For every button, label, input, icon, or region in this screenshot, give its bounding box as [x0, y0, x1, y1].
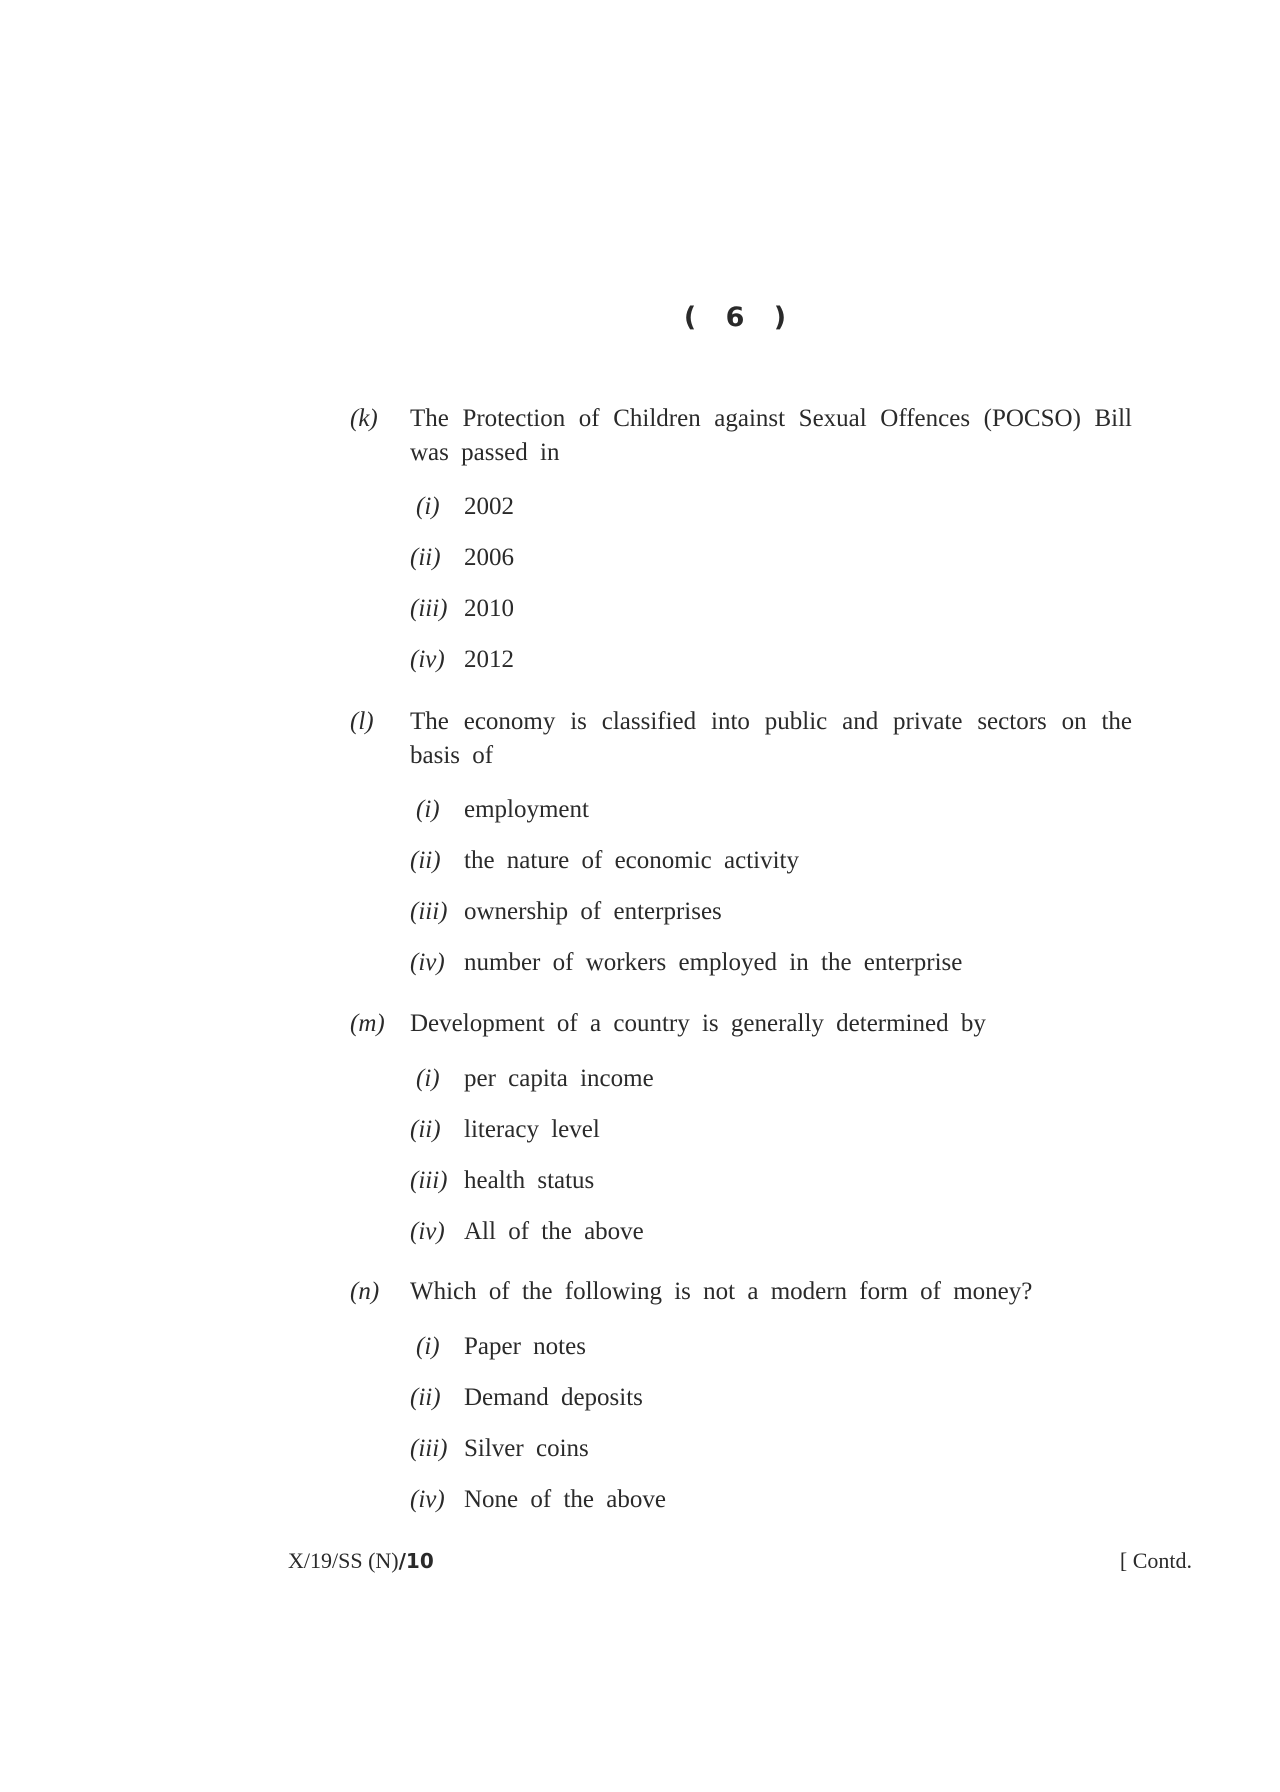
option-label: (iii): [410, 898, 448, 925]
option-label: (i): [416, 796, 440, 823]
question-k: [350, 402, 1132, 694]
option-label: (i): [416, 1065, 440, 1092]
option-item: [410, 844, 1132, 895]
option-text: employment: [464, 796, 589, 823]
options-list: [410, 1330, 1132, 1534]
option-item: [410, 1113, 1132, 1164]
option-item: [410, 946, 1132, 997]
option-text: health status: [464, 1167, 595, 1194]
option-label: (ii): [410, 1116, 441, 1143]
option-label: (iii): [410, 595, 448, 622]
question-l: [350, 705, 1132, 997]
continued-note: [ Contd.: [1119, 1548, 1192, 1573]
option-label: (iv): [410, 1218, 445, 1245]
question-label: (m): [350, 1010, 385, 1037]
paper-code: [288, 1548, 434, 1574]
option-label: (ii): [410, 544, 441, 571]
question-stem: Which of the following is not a modern form of money?: [410, 1278, 1033, 1305]
question-label: (n): [350, 1278, 380, 1305]
paper-code-prefix: X/19/SS (N): [288, 1548, 399, 1573]
option-text: 2002: [464, 493, 514, 520]
option-label: (ii): [410, 847, 441, 874]
option-label: (iii): [410, 1167, 448, 1194]
option-item: [410, 793, 1132, 844]
question-stem: The economy is classified into public and private sectors on the basis of: [410, 708, 1132, 769]
question-stem: The Protection of Children against Sexual Offences (POCSO) Bill was passed in: [410, 405, 1132, 466]
option-text: the nature of economic activity: [464, 847, 799, 874]
question-stem: Development of a country is generally determined by: [410, 1010, 986, 1037]
option-item: [410, 895, 1132, 946]
option-item: [410, 592, 1132, 643]
option-item: [410, 1432, 1132, 1483]
option-text: 2010: [464, 595, 514, 622]
option-item: [410, 541, 1132, 592]
question-label: (k): [350, 405, 378, 432]
option-item: [410, 1062, 1132, 1113]
option-item: [410, 1164, 1132, 1215]
option-text: 2012: [464, 646, 514, 673]
option-text: literacy level: [464, 1116, 600, 1143]
option-item: [410, 1381, 1132, 1432]
option-label: (ii): [410, 1384, 441, 1411]
option-text: 2006: [464, 544, 514, 571]
option-text: Demand deposits: [464, 1384, 643, 1411]
option-item: [410, 1330, 1132, 1381]
option-text: per capita income: [464, 1065, 654, 1092]
option-label: (iv): [410, 1486, 445, 1513]
options-list: [410, 793, 1132, 997]
option-text: number of workers employed in the enterprise: [464, 949, 963, 976]
option-item: [410, 1215, 1132, 1266]
option-text: All of the above: [464, 1218, 644, 1245]
question-n: [350, 1275, 1132, 1534]
option-text: ownership of enterprises: [464, 898, 722, 925]
option-text: Paper notes: [464, 1333, 586, 1360]
question-label: (l): [350, 708, 374, 735]
option-label: (i): [416, 493, 440, 520]
option-item: [410, 1483, 1132, 1534]
options-list: [410, 1062, 1132, 1266]
option-label: (iii): [410, 1435, 448, 1462]
option-label: (iv): [410, 949, 445, 976]
option-item: [410, 490, 1132, 541]
option-text: None of the above: [464, 1486, 666, 1513]
options-list: [410, 490, 1132, 694]
option-item: [410, 643, 1132, 694]
option-text: Silver coins: [464, 1435, 589, 1462]
question-m: [350, 1007, 1132, 1266]
page-number: ( 6 ): [683, 302, 797, 333]
option-label: (iv): [410, 646, 445, 673]
paper-code-suffix: /10: [398, 1549, 434, 1573]
option-label: (i): [416, 1333, 440, 1360]
